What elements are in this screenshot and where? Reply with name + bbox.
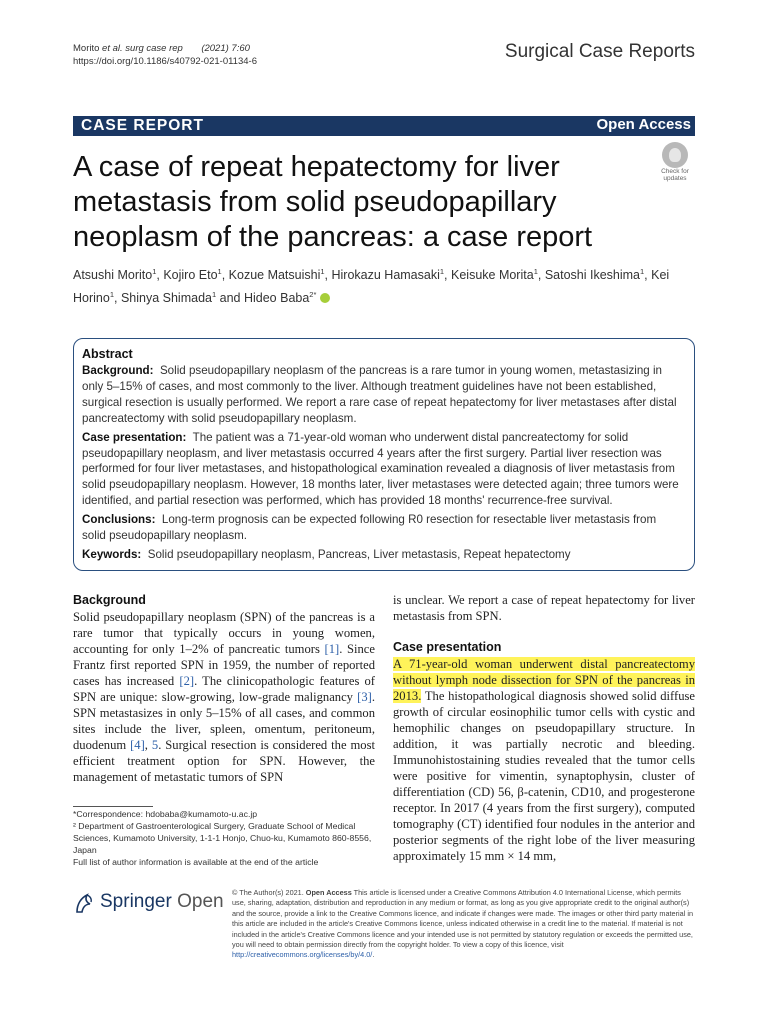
- author-name: Keisuke Morita: [451, 268, 534, 283]
- open-access-label: Open Access: [596, 116, 691, 133]
- author-affiliation-sup: 1: [109, 290, 114, 300]
- author-name: Shinya Shimada: [120, 291, 212, 306]
- author-name: Kojiro Eto: [163, 268, 218, 283]
- citation-journal-abbrev: et al. surg case rep: [102, 43, 183, 54]
- citation-link[interactable]: [2]: [179, 674, 195, 688]
- springer-horse-icon: [73, 892, 95, 914]
- citation-link[interactable]: [1]: [324, 642, 340, 656]
- article-title: A case of repeat hepatectomy for liver metastasis from solid pseudopapillary neoplasm of the pancreas: a case report: [73, 151, 593, 253]
- citation-link[interactable]: [4]: [130, 738, 145, 752]
- author-name: Satoshi Ikeshima: [544, 268, 640, 283]
- body-column-left: [73, 592, 375, 785]
- author-name: Kei Horino: [73, 268, 670, 306]
- background-paragraph-continued: is unclear. We report a case of repeat hepatectomy for liver metastasis from SPN.: [393, 593, 695, 623]
- footnote-divider: [73, 806, 153, 807]
- springer-open-logo: [73, 890, 223, 916]
- author-affiliation-sup: 1: [217, 267, 222, 276]
- citation-year: (2021) 7:60: [201, 43, 250, 54]
- abstract-heading: Abstract: [82, 347, 133, 361]
- case-paragraph: A 71-year-old woman underwent distal pancreatectomy without lymph node dissection for SPN of the pancreas in 2013. The histopathological diagnosis showed solid diffuse growth of circular eosinophilic tumor cells with cystic and hemophilic changes on pseudopapillary structure. In addition, it was partially necrotic and bleeding. Immunohistostaining studies revealed that the tumor cells were positive for vimentin, synaptophysin, cluster of differentiation (CD) 56, β-catenin, CD10, and progesterone receptor. In 2017 (4 years from the first surgery), computed tomography (CT) identified four nodules in the anterior and posterior segments of the right lobe of the liver measuring approximately 15 mm × 14 mm,: [393, 657, 695, 863]
- author-list: Atsushi Morito$^1$, Kojiro Eto$^1$, Kozue Matsuishi$^1$, Hirokazu Hamasaki$^1$, Keisuke Morita$^1$, Satoshi Ikeshima$^1$, Kei Horino$^1$, Shinya Shimada$^1$ and Hideo Baba$^{2*}$: [73, 267, 670, 306]
- author-affiliation-sup: 1: [320, 267, 325, 276]
- footnotes: [73, 808, 375, 868]
- logo-open-text: Open: [177, 891, 224, 912]
- correspondence-note: *Correspondence: hdobaba@kumamoto-u.ac.jp: [73, 809, 258, 819]
- background-paragraph: Solid pseudopapillary neoplasm (SPN) of the pancreas is a rare tumor that typically occurs in young women, accounting for only 1–2% of pancreatic tumors [1]. Since Frantz first reported SPN in 1959, the number of reported cases has increased [2]. The clinicopathologic features of SPN are unique: slow-growing, low-grade malignancy [3]. SPN metastasizes in only 5–15% of all cases, and common sites include the liver, spleen, omentum, peritoneum, duodenum [4], 5. Surgical resection is considered the most efficient treatment option for SPN. However, the management of metastatic tumors of SPN: [73, 610, 375, 784]
- author-name: Hideo Baba: [243, 291, 310, 306]
- check-for-updates-label: Check for updates: [661, 168, 689, 182]
- citation-authors: Morito: [73, 43, 103, 54]
- abstract-case: Case presentation: The patient was a 71-year-old woman who underwent distal pancreatectomy for solid pseudopapillary neoplasm, and liver metastasis occurred 4 years after the first surgery. Partial liver resection was performed for four liver metastases, and histopathological examination revealed a diagnosis of liver metastasis from solid pseudopapillary neoplasm. However, 18 months later, liver metastases were detected again; three tumors were identified, and partial resection was performed, which has provided 18 months' recurrence-free survival.: [82, 430, 679, 508]
- author-affiliation-sup: 1: [439, 267, 445, 276]
- citation-header: [73, 42, 257, 68]
- abstract-box: [73, 338, 695, 571]
- citation-link[interactable]: 5: [151, 738, 159, 752]
- article-type-label: CASE REPORT: [81, 117, 204, 134]
- orcid-icon[interactable]: [320, 293, 330, 303]
- section-heading-case-presentation: Case presentation: [393, 640, 502, 654]
- citation-link[interactable]: [3]: [357, 690, 372, 704]
- author-affiliation-sup: 1: [533, 267, 538, 276]
- crossmark-icon: [662, 142, 688, 168]
- license-link[interactable]: http://creativecommons.org/licenses/by/4.0/: [232, 950, 373, 960]
- author-name: Hirokazu Hamasaki: [331, 268, 440, 283]
- article-type-banner: [73, 116, 695, 136]
- doi-link[interactable]: https://doi.org/10.1186/s40792-021-01134-6: [73, 56, 257, 67]
- author-affiliation-sup: 1: [211, 290, 217, 300]
- highlighted-text: A 71-year-old woman underwent distal pancreatectomy without lymph node dissection for SPN of the pancreas in 2013.: [393, 657, 695, 703]
- section-heading-background: Background: [73, 593, 146, 607]
- author-name: Kozue Matsuishi: [228, 268, 321, 283]
- abstract-keywords: Keywords: Solid pseudopapillary neoplasm, Pancreas, Liver metastasis, Repeat hepatectomy: [82, 547, 571, 561]
- author-affiliation-sup: 2*: [309, 290, 317, 300]
- body-column-right: [393, 592, 695, 864]
- author-name: Atsushi Morito: [73, 268, 153, 283]
- check-for-updates-badge[interactable]: [656, 142, 694, 182]
- license-text: © The Author(s) 2021. Open Access This article is licensed under a Creative Commons Attribution 4.0 International License, which permits use, sharing, adaptation, distribution and reproduction in any medium or format, as long as you give appropriate credit to the original author(s) and the source, provide a link to the Creative Commons licence, and indicate if changes were made. The images or other third party material in this article are included in the article's Creative Commons licence, unless indicated otherwise in a credit line to the material. If material is not included in the article's Creative Commons licence and your intended use is not permitted by statutory regulation or exceeds the permitted use, you will need to obtain permission directly from the copyright holder. To view a copy of this licence, visit http://creativecommons.org/licenses/by/4.0/.: [232, 888, 694, 960]
- author-affiliation-sup: 1: [152, 267, 157, 276]
- author-affiliation-sup: 1: [640, 267, 645, 276]
- abstract-background: Background: Solid pseudopapillary neoplasm of the pancreas is a rare tumor in young women, metastasizing in only 5–15% of cases, and most commonly to the liver. Although treatment guidelines have not been established, surgical resection is usually performed. We report a rare case of repeat hepatectomy for liver metastases after distal pancreatectomy with solid pseudopapillary neoplasm.: [82, 364, 677, 425]
- affiliation-note: ² Department of Gastroenterological Surgery, Graduate School of Medical Sciences, Kumamoto University, 1-1-1 Honjo, Chuo-ku, Kumamoto 860-8556, Japan: [73, 821, 372, 855]
- abstract-conclusions: Conclusions: Long-term prognosis can be expected following R0 resection for resectable liver metastasis from solid pseudopapillary neoplasm.: [82, 513, 657, 543]
- journal-name: Surgical Case Reports: [504, 41, 695, 62]
- author-info-note: Full list of author information is available at the end of the article: [73, 857, 319, 867]
- logo-springer-text: Springer: [100, 891, 172, 912]
